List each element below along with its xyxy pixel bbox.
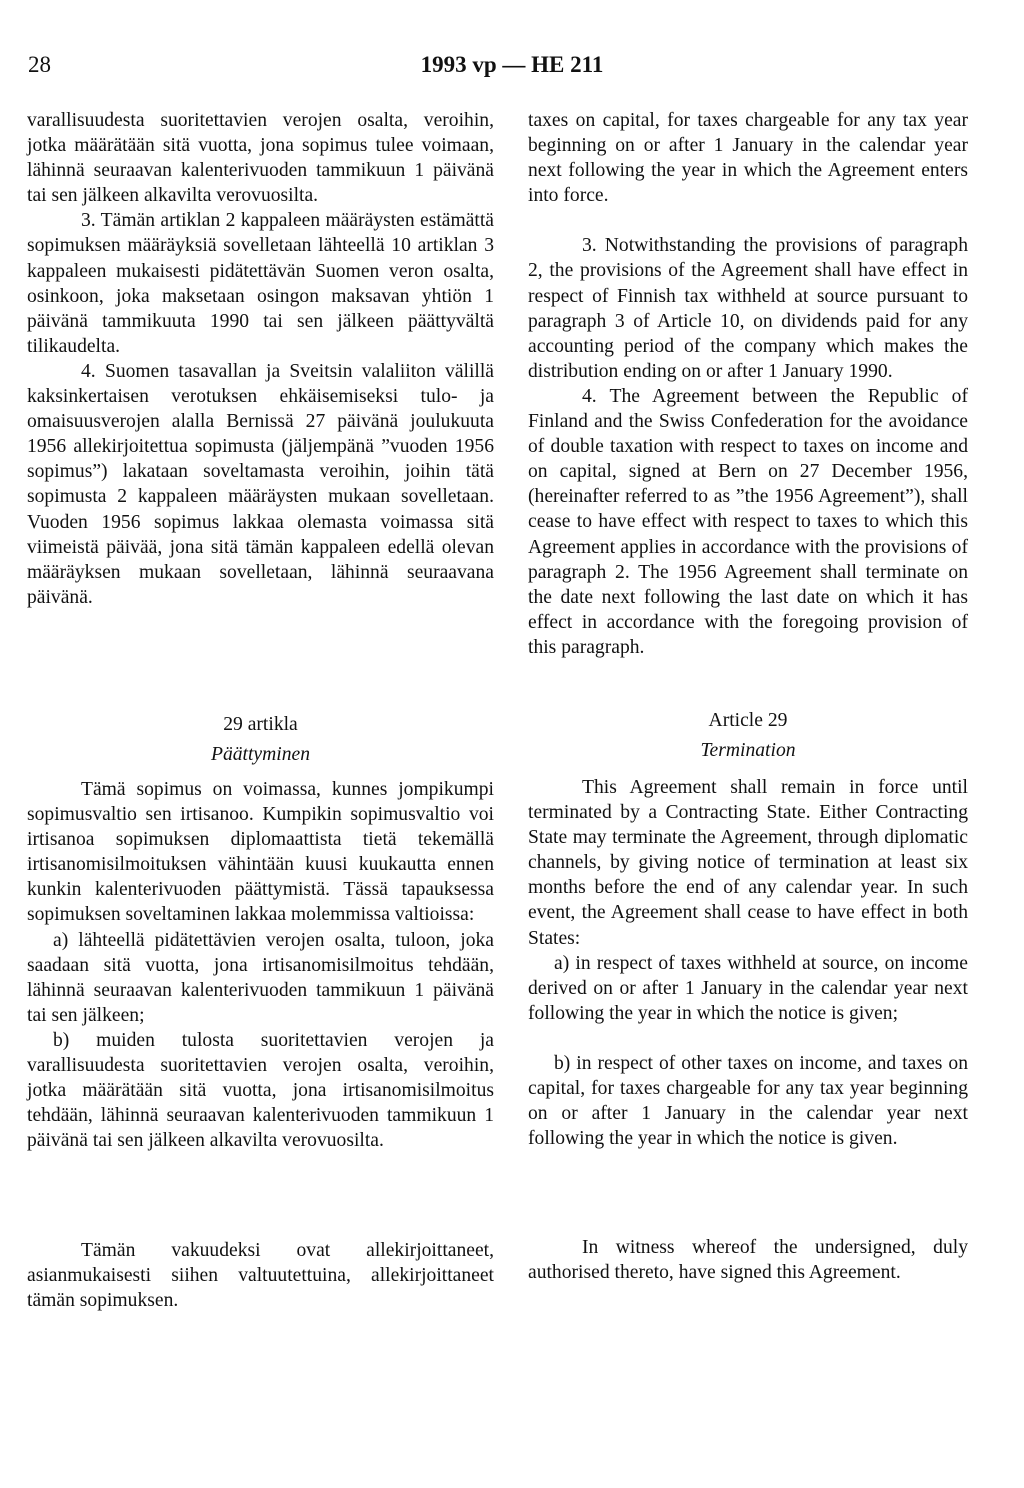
en-witness-text: In witness whereof the undersigned, duly authorised thereto, have signed this Agreement. xyxy=(528,1237,968,1284)
en-paragraph-4: 4. The Agreement between the Republic of Finland and the Swiss Confederation for the avoidance of double taxation with respect to taxes on income and on capital, signed at Bern on 27 December 1956, (hereinafter referred to as ”the 1956 Agreement”), shall cease to have effect with respect to taxes to which this Agreement applies in accordance with the provisions of paragraph 2. The 1956 Agreement shall terminate on the date next following the last date on which it has effect in accordance with the foregoing provision of this paragraph. xyxy=(528,385,968,658)
en-article-body xyxy=(528,775,968,1151)
english-column-top xyxy=(528,108,968,660)
en-witness-block xyxy=(528,1235,968,1285)
fi-article-title: 29 artikla xyxy=(223,714,298,735)
fi-article-subtitle: Päättyminen xyxy=(210,744,311,765)
fi-witness-block xyxy=(27,1238,494,1313)
fi-article-heading xyxy=(27,712,494,767)
fi-article-paragraph: Tämä sopimus on voimassa, kunnes jompikumpi sopimusvaltio sen irtisanoo. Kumpikin sopimusvaltio voi irtisanoa sopimuksen diplomaattista tietä tekemällä irtisanomisilmoituksen vähintään kuusi kuukautta ennen kunkin kalenterivuoden päättymistä. Tässä tapauksessa sopimuksen soveltaminen lakkaa molemmissa valtioissa: xyxy=(27,779,494,926)
en-article-title: Article 29 xyxy=(708,710,788,731)
en-paragraph-continued: taxes on capital, for taxes chargeable for any tax year beginning on or after 1 January in the calendar year next following the year in which the Agreement enters into force. xyxy=(528,110,968,207)
en-item-a: a) in respect of taxes withheld at source, on income derived on or after 1 January in the calendar year next following the year in which the notice is given; xyxy=(528,952,968,1024)
en-article-paragraph: This Agreement shall remain in force until terminated by a Contracting State. Either Contracting State may terminate the Agreement, through diplomatic channels, by giving notice of termination at least six months before the end of any calendar year. In such event, the Agreement shall cease to have effect in both States: xyxy=(528,777,968,949)
fi-item-b: b) muiden tulosta suoritettavien verojen ja varallisuudesta suoritettavien verojen osalta, veroihin, jotka määrätään sitä vuotta, jona irtisanomisilmoitus tehdään, lähinnä seuraavan kalenterivuoden tammikuun 1 päivänä tai sen jälkeen alkavilta verovuosilta. xyxy=(27,1029,494,1152)
fi-paragraph-3: 3. Tämän artiklan 2 kappaleen määräysten estämättä sopimuksen määräyksiä sovelletaan lähteellä 10 artiklan 3 kappaleen mukaisesti pidätettävän Suomen veron osalta, osinkoon, joka maksetaan osingon maksavan yhtiön 1 päivänä tammikuuta 1990 tai sen jälkeen päättyvältä tilikaudelta. xyxy=(27,210,494,357)
en-article-heading xyxy=(528,708,968,763)
fi-article-body xyxy=(27,777,494,1153)
en-paragraph-3: 3. Notwithstanding the provisions of paragraph 2, the provisions of the Agreement shall have effect in respect of Finnish tax withheld at source pursuant to paragraph 3 of Article 10, on dividends paid for any accounting period of the company which makes the distribution ending on or after 1 January 1990. xyxy=(528,235,968,382)
finnish-column-top xyxy=(27,108,494,610)
en-item-b: b) in respect of other taxes on income, and taxes on capital, for taxes chargeable for any tax year beginning on or after 1 January in the calendar year next following the year in which the notice is given. xyxy=(528,1052,968,1150)
page-header-title: 1993 vp — HE 211 xyxy=(420,52,604,77)
page-number: 28 xyxy=(28,52,51,77)
fi-witness-text: Tämän vakuudeksi ovat allekirjoittaneet, asianmukaisesti siihen valtuutettuina, allekirjoittaneet tämän sopimuksen. xyxy=(27,1240,494,1312)
en-article-subtitle: Termination xyxy=(700,740,796,761)
fi-paragraph-continued: varallisuudesta suoritettavien verojen osalta, veroihin, jotka määrätään sitä vuotta, jona sopimus tulee voimaan, lähinnä seuraavan kalenterivuoden tammikuun 1 päivänä tai sen jälkeen alkavilta verovuosilta. xyxy=(27,110,494,207)
fi-paragraph-4: 4. Suomen tasavallan ja Sveitsin valaliiton välillä kaksinkertaisen verotuksen ehkäisemiseksi tulo- ja omaisuusverojen alalla Bernissä 27 päivänä joulukuuta 1956 allekirjoitettua sopimusta (jäljempänä ”vuoden 1956 sopimus”) lakataan soveltamasta veroihin, joihin tätä sopimusta 2 kappaleen määräysten mukaan sovelletaan. Vuoden 1956 sopimus lakkaa olemasta voimassa sitä viimeistä päivää, jona sitä tämän kappaleen edellä olevan määräyksen mukaan sovelletaan, lähinnä seuraavana päivänä. xyxy=(27,360,494,608)
fi-item-a: a) lähteellä pidätettävien verojen osalta, tuloon, joka saadaan sitä vuotta, jona irtisanomisilmoitus tehdään, lähinnä seuraavan kalenterivuoden tammikuun 1 päivänä tai sen jälkeen; xyxy=(27,929,494,1026)
